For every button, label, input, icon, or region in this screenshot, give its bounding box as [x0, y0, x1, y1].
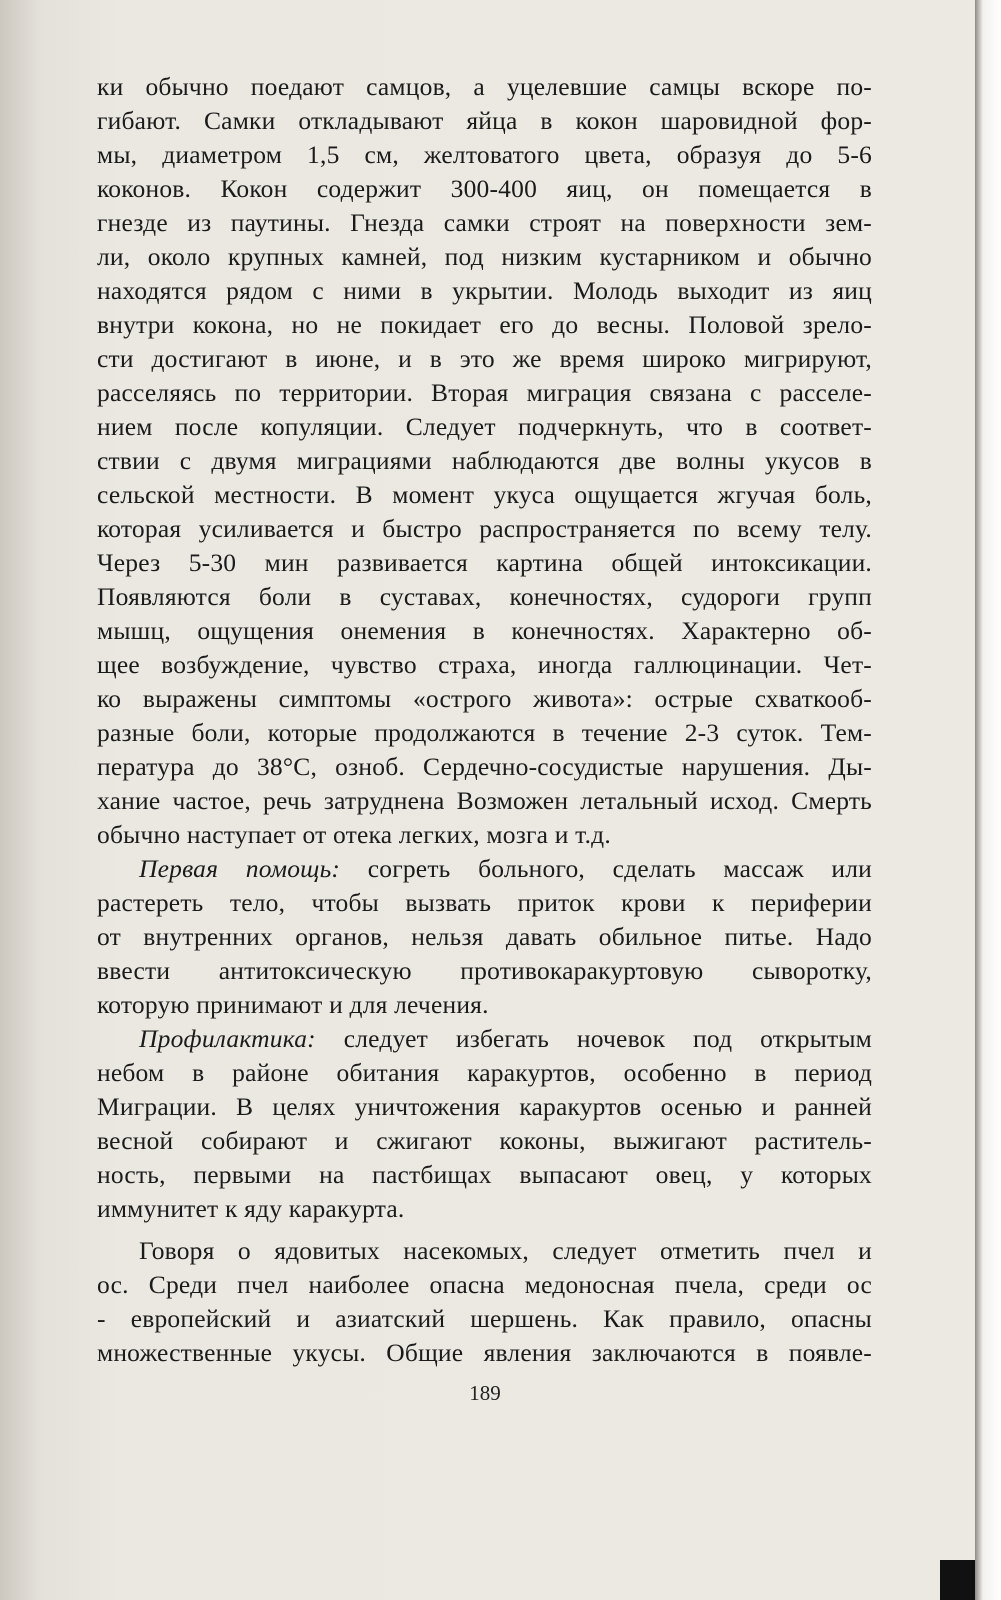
text-line: иммунитет к яду каракурта.	[97, 1194, 405, 1223]
text-line: хание частое, речь затруднена Возможен летальный исход. Смерть	[97, 786, 872, 815]
text-line: обычно наступает от отека легких, мозга и т.д.	[97, 820, 611, 849]
paragraph-prophylaxis	[97, 1022, 872, 1226]
text-line: которая усиливается и быстро распространяется по всему телу.	[97, 514, 872, 543]
text-line: сти достигают в июне, и в это же время широко мигрируют,	[97, 344, 872, 373]
text-line: Миграции. В целях уничтожения каракуртов осенью и ранней	[97, 1092, 872, 1121]
first-aid-text: согреть больного, сделать массаж или	[367, 854, 873, 883]
text-line: небом в районе обитания каракуртов, особенно в период	[97, 1058, 872, 1087]
text-line: ос. Среди пчел наиболее опасна медоносная пчела, среди ос	[97, 1270, 872, 1299]
page-number: 189	[469, 1381, 501, 1405]
text-line: ввести антитоксическую противокаракуртовую сыворотку,	[97, 956, 872, 985]
paragraph-first-aid	[97, 852, 872, 1022]
paragraph-1	[97, 70, 872, 852]
page-edge	[975, 0, 1001, 1600]
paragraph-insects	[97, 1234, 872, 1370]
body-text	[97, 70, 872, 1370]
text-line: внутри кокона, но не покидает его до весны. Половой зрело-	[97, 310, 872, 339]
text-line: ность, первыми на пастбищах выпасают овец, у которых	[97, 1160, 872, 1189]
text-line: мышц, ощущения онемения в конечностях. Характерно об-	[97, 616, 872, 645]
prophylaxis-label: Профилактика:	[139, 1024, 316, 1053]
scan-corner-mark	[940, 1560, 975, 1600]
text-line: ствии с двумя миграциями наблюдаются две волны укусов в	[97, 446, 872, 475]
text-line: Появляются боли в суставах, конечностях, судороги групп	[97, 582, 872, 611]
text-line: которую принимают и для лечения.	[97, 990, 489, 1019]
text-line: - европейский и азиатский шершень. Как правило, опасны	[97, 1304, 872, 1333]
text-line: ки обычно поедают самцов, а уцелевшие самцы вскоре по-	[97, 72, 872, 101]
text-line: растереть тело, чтобы вызвать приток крови к периферии	[97, 888, 872, 917]
text-line: разные боли, которые продолжаются в течение 2-3 суток. Тем-	[97, 718, 872, 747]
text-line: гибают. Самки откладывают яйца в кокон шаровидной фор-	[97, 106, 872, 135]
text-line: нием после копуляции. Следует подчеркнуть, что в соответ-	[97, 412, 872, 441]
text-line: весной собирают и сжигают коконы, выжигают раститель-	[97, 1126, 872, 1155]
text-line	[97, 1022, 872, 1056]
text-line: гнезде из паутины. Гнезда самки строят на поверхности зем-	[97, 208, 872, 237]
first-aid-label: Первая помощь:	[139, 854, 341, 883]
text-line: коконов. Кокон содержит 300-400 яиц, он помещается в	[97, 174, 872, 203]
text-line: сельской местности. В момент укуса ощущается жгучая боль,	[97, 480, 872, 509]
text-line: множественные укусы. Общие явления заключаются в появле-	[97, 1338, 872, 1367]
text-line: мы, диаметром 1,5 см, желтоватого цвета, образуя до 5-6	[97, 140, 872, 169]
text-line: ли, около крупных камней, под низким кустарником и обычно	[97, 242, 872, 271]
text-line	[97, 852, 872, 886]
text-line: Говоря о ядовитых насекомых, следует отметить пчел и	[139, 1236, 872, 1265]
text-line: пература до 38°С, озноб. Сердечно-сосудистые нарушения. Ды-	[97, 752, 872, 781]
prophylaxis-text: следует избегать ночевок под открытым	[343, 1024, 872, 1053]
text-line: Через 5-30 мин развивается картина общей интоксикации.	[97, 548, 872, 577]
text-line: находятся рядом с ними в укрытии. Молодь выходит из яиц	[97, 276, 872, 305]
text-line: щее возбуждение, чувство страха, иногда галлюцинации. Чет-	[97, 650, 872, 679]
text-line: расселяясь по территории. Вторая миграция связана с расселе-	[97, 378, 872, 407]
text-line: от внутренних органов, нельзя давать обильное питье. Надо	[97, 922, 872, 951]
text-line: ко выражены симптомы «острого живота»: острые схваткооб-	[97, 684, 872, 713]
